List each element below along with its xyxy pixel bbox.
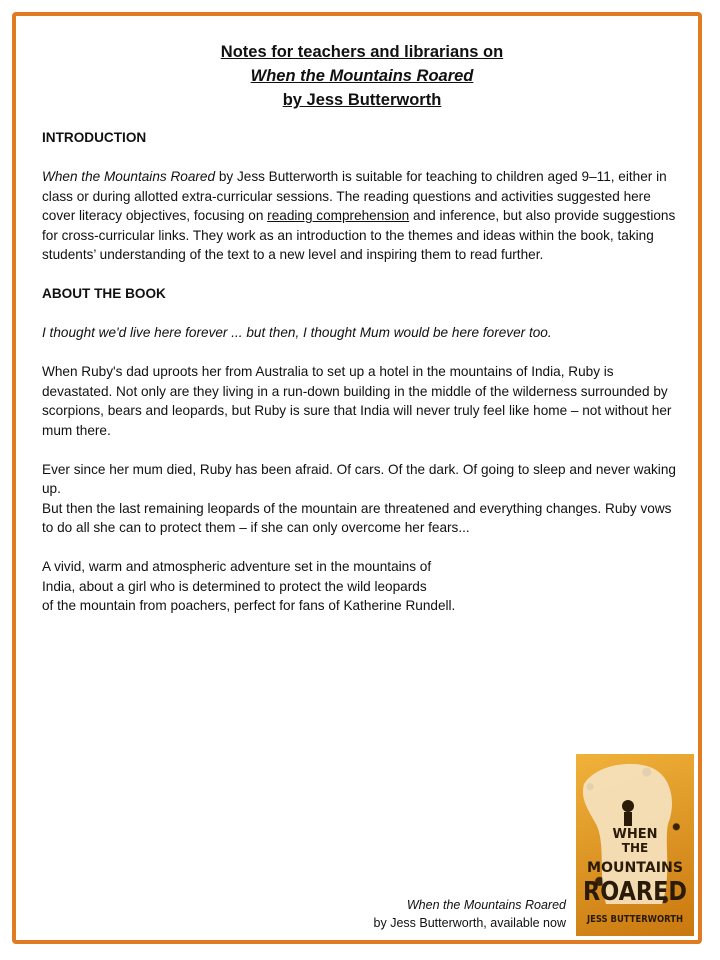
caption-title: When the Mountains Roared — [406, 898, 566, 912]
introduction-heading: INTRODUCTION — [42, 130, 147, 145]
girl-figure-icon — [622, 800, 634, 812]
about-p3-line-2: India, about a girl who is determined to protect the wild leopards — [42, 578, 427, 594]
title-book-name: When the Mountains Roared — [250, 67, 474, 85]
about-heading: ABOUT THE BOOK — [42, 286, 166, 301]
quote-text: I thought we'd live here forever ... but then, I thought Mum would be here forever too. — [42, 325, 552, 340]
intro-text-2: and inference, but also provide suggestions for cross-curricular links. They work as an introduction to the themes and ideas within the book, taking students’ understanding of the text to a new level and inspiring them to read further. — [42, 208, 676, 262]
document-body — [42, 40, 682, 616]
cover-author: JESS BUTTERWORTH — [586, 914, 683, 925]
book-cover-art — [576, 754, 694, 936]
introduction-paragraph — [42, 167, 682, 265]
caption-byline: by Jess Butterworth, available now — [373, 916, 566, 930]
cover-title-line-3: MOUNTAINS — [587, 860, 683, 876]
title-line-1: Notes for teachers and librarians on — [220, 43, 504, 61]
about-paragraph-3 — [42, 557, 682, 616]
about-quote — [42, 323, 682, 343]
page-title — [42, 40, 682, 112]
page-frame — [12, 12, 702, 944]
cover-title-line-2: THE — [621, 841, 649, 855]
reading-comprehension-link[interactable]: reading comprehension — [267, 208, 410, 223]
about-p3-line-1: A vivid, warm and atmospheric adventure set in the mountains of — [42, 559, 432, 574]
intro-book-title: When the Mountains Roared — [42, 169, 216, 184]
about-paragraph-2a: Ever since her mum died, Ruby has been afraid. Of cars. Of the dark. Of going to sleep and never waking up. — [42, 461, 676, 496]
intro-text-1: by Jess Butterworth is suitable for teaching to children aged 9–11, either in class or during allotted extra-curricular sessions. The reading questions and activities suggested here cover literacy objectives, focusing on — [42, 169, 667, 223]
about-p3-line-3: of the mountain from poachers, perfect for fans of Katherine Rundell. — [42, 598, 456, 613]
about-paragraph-1: When Ruby's dad uproots her from Australia to set up a hotel in the mountains of India, Ruby is devastated. Not only are they living in a run-down building in the middle of the wilderness surrounded by scorpions, bears and leopards, but Ruby is sure that India will never truly feel like home – not without her mum there. — [42, 364, 672, 438]
cover-title-line-4: ROARED — [583, 877, 687, 907]
book-cover-image — [576, 754, 694, 936]
cover-title-line-1: WHEN — [612, 827, 658, 842]
cover-caption — [374, 896, 566, 932]
about-paragraph-2b: But then the last remaining leopards of the mountain are threatened and everything changes. Ruby vows to do all she can to protect them – if she can only overcome her fears... — [42, 500, 672, 535]
title-author: by Jess Butterworth — [282, 91, 442, 109]
